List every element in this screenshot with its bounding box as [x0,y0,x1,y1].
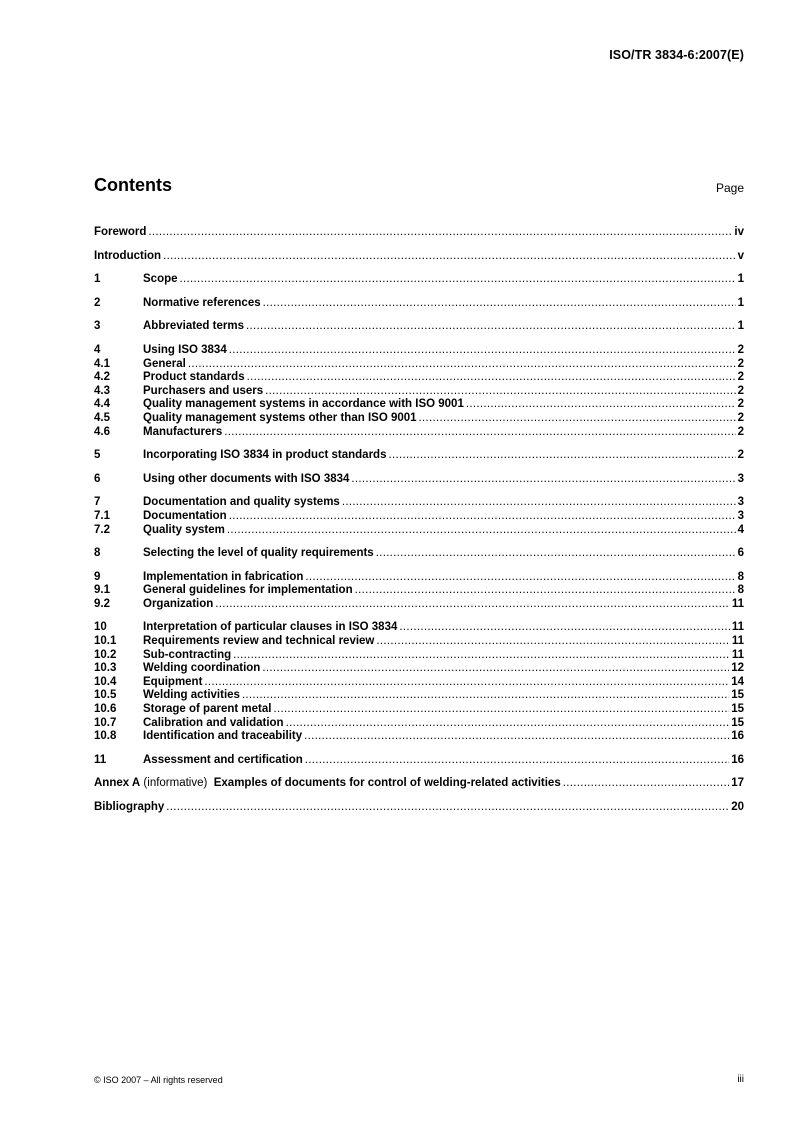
toc-dot-leader [388,449,735,463]
toc-entry[interactable] [94,297,744,311]
toc-entry[interactable] [94,676,744,690]
toc-entry-number: 10.3 [94,662,117,675]
toc-entry-page: 20 [731,801,744,813]
toc-dot-leader [419,412,736,426]
toc-dot-leader [351,473,735,487]
toc-entry-number: 4 [94,343,101,356]
toc-entry[interactable] [94,344,744,358]
toc-entry-number: 7 [94,496,101,509]
toc-entry[interactable] [94,273,744,287]
toc-entry-number: 4.4 [94,398,110,411]
toc-entry-page: 17 [731,777,744,790]
toc-dot-leader [246,320,736,334]
toc-dot-leader [180,273,736,287]
toc-entry-page: 2 [737,357,744,370]
toc-dot-leader [305,571,735,585]
toc-entry-title-text: Examples of documents for control of welding-related activities [213,777,561,790]
toc-dot-leader [273,703,729,717]
toc-dot-leader [355,584,736,598]
toc-entry-title: Foreword [94,226,147,238]
toc-entry-number: 10.4 [94,675,117,688]
toc-entry-title: Scope [143,273,178,286]
toc-entry-page: v [737,249,744,262]
toc-entry-number: 6 [94,472,101,485]
footer-page-number: iii [737,1074,744,1085]
toc-entry-title: Using ISO 3834 [143,343,227,356]
toc-entry-title: Calibration and validation [143,716,284,729]
toc-entry-title: General [143,357,186,370]
toc-entry-number: 10.2 [94,648,117,661]
toc-entry[interactable] [94,598,744,612]
toc-dot-leader [247,371,736,385]
toc-entry-title-qualifier: (informative) [140,777,214,790]
toc-entry-number: 10.5 [94,689,117,702]
toc-entry-page: 15 [731,703,744,716]
toc-entry-page: 1 [737,296,744,309]
toc-dot-leader [305,754,729,768]
toc-entry-title: Normative references [143,296,261,309]
table-of-contents [94,226,744,815]
toc-entry-number: 4.1 [94,357,110,370]
toc-dot-leader [263,297,736,311]
toc-entry-title: Documentation and quality systems [143,496,340,509]
toc-entry-title: Identification and traceability [143,730,303,743]
toc-entry-title: Purchasers and users [143,384,264,397]
toc-entry-title: Organization [143,597,214,610]
toc-entry[interactable] [94,524,744,538]
toc-dot-leader [233,649,730,663]
toc-dot-leader [286,717,730,731]
toc-entry-page: 2 [737,371,744,384]
toc-entry[interactable] [94,358,744,372]
toc-entry-title: Assessment and certification [143,753,303,766]
toc-entry[interactable] [94,689,744,703]
toc-entry-page: 11 [731,635,744,648]
toc-entry[interactable] [94,703,744,717]
toc-entry-number: 11 [94,753,107,766]
toc-entry[interactable] [94,777,744,791]
toc-entry-number: 10.6 [94,703,117,716]
toc-entry-number: 2 [94,296,101,309]
toc-entry[interactable] [94,320,744,334]
toc-entry[interactable] [94,371,744,385]
toc-entry-page: 2 [737,398,744,411]
toc-dot-leader [215,598,730,612]
footer-copyright: © ISO 2007 – All rights reserved [94,1075,223,1085]
toc-entry-page: 15 [731,689,744,702]
toc-entry-number: 9.2 [94,597,110,610]
toc-dot-leader [188,358,736,372]
toc-entry-title: Using other documents with ISO 3834 [143,472,350,485]
toc-entry-page: 2 [737,343,744,356]
toc-entry[interactable] [94,449,744,463]
toc-entry[interactable] [94,754,744,768]
toc-entry-number: 4.5 [94,411,110,424]
toc-entry-title: Quality system [143,523,225,536]
toc-entry[interactable] [94,385,744,399]
toc-entry-title: Equipment [143,675,203,688]
toc-entry-page: 3 [737,496,744,509]
toc-dot-leader [166,801,729,815]
toc-entry-number: 4.6 [94,425,110,438]
toc-entry-page: 6 [737,547,744,560]
toc-entry-number: 4.3 [94,384,110,397]
toc-entry-page: 12 [731,662,744,675]
toc-dot-leader [265,385,735,399]
toc-entry-title [94,777,561,791]
contents-title: Contents [94,175,172,195]
toc-entry-number: 8 [94,547,101,560]
toc-dot-leader [229,510,736,524]
toc-entry[interactable] [94,662,744,676]
toc-entry-number: 10.1 [94,635,117,648]
toc-entry-title: Abbreviated terms [143,320,244,333]
toc-entry[interactable] [94,717,744,731]
toc-entry-page: 3 [737,509,744,522]
toc-entry-page: 14 [731,675,744,688]
toc-entry-title: Interpretation of particular clauses in ISO 3834 [143,621,398,634]
page-column-label: Page [715,181,744,195]
toc-entry-page: 2 [737,384,744,397]
toc-entry[interactable] [94,398,744,412]
toc-dot-leader [229,344,736,358]
toc-dot-leader [376,635,729,649]
toc-dot-leader [399,621,729,635]
toc-entry-page: 2 [737,411,744,424]
toc-entry-title: Introduction [94,249,162,262]
toc-entry-page: 16 [731,753,744,766]
toc-entry[interactable] [94,473,744,487]
toc-entry-title: Requirements review and technical review [143,635,375,648]
toc-entry[interactable] [94,584,744,598]
toc-entry-title: Storage of parent metal [143,703,272,716]
toc-entry-page: 16 [731,730,744,743]
toc-dot-leader [224,426,735,440]
toc-entry-page: 3 [737,472,744,485]
toc-entry-title: Bibliography [94,801,165,813]
toc-entry-number: 1 [94,273,101,286]
toc-entry-page: 11 [731,597,744,610]
toc-entry-title: General guidelines for implementation [143,584,353,597]
toc-entry[interactable] [94,547,744,561]
toc-dot-leader [262,662,729,676]
toc-entry[interactable] [94,426,744,440]
toc-entry-page: 11 [731,621,744,634]
toc-dot-leader [342,496,736,510]
toc-entry-title-label: Annex A [94,777,141,790]
toc-entry-title: Welding activities [143,689,240,702]
toc-entry-number: 7.1 [94,509,110,522]
toc-dot-leader [376,547,736,561]
toc-entry-page: 4 [737,523,744,536]
toc-entry-title: Documentation [143,509,227,522]
toc-entry-number: 9 [94,570,101,583]
toc-dot-leader [163,250,736,264]
toc-entry-page: 2 [737,449,744,462]
toc-entry-title: Implementation in fabrication [143,570,304,583]
toc-entry-title: Sub-contracting [143,648,232,661]
toc-dot-leader [242,689,729,703]
toc-entry-page: 8 [737,570,744,583]
toc-entry-title: Quality management systems other than ISO 9001 [143,411,417,424]
toc-entry-title: Product standards [143,371,245,384]
toc-entry-page: 1 [737,320,744,333]
toc-entry[interactable] [94,635,744,649]
toc-entry-page: 11 [731,648,744,661]
toc-dot-leader [563,777,729,791]
toc-entry-title: Welding coordination [143,662,261,675]
toc-entry-title: Selecting the level of quality requirements [143,547,374,560]
toc-entry[interactable] [94,510,744,524]
toc-entry-title: Quality management systems in accordance with ISO 9001 [143,398,464,411]
toc-entry-number: 10.7 [94,716,117,729]
toc-entry[interactable] [94,621,744,635]
toc-entry-title: Manufacturers [143,425,223,438]
toc-entry-number: 10 [94,621,107,634]
toc-entry-number: 7.2 [94,523,110,536]
toc-entry-number: 3 [94,320,101,333]
toc-entry-page: 15 [731,716,744,729]
toc-entry-page: iv [734,226,744,238]
toc-dot-leader [466,398,736,412]
toc-dot-leader [148,226,732,240]
toc-entry[interactable] [94,226,744,240]
toc-entry[interactable] [94,730,744,744]
toc-entry-page: 8 [737,584,744,597]
toc-entry-title: Incorporating ISO 3834 in product standards [143,449,387,462]
toc-entry[interactable] [94,571,744,585]
toc-entry-number: 4.2 [94,371,110,384]
toc-dot-leader [204,676,729,690]
toc-dot-leader [304,730,729,744]
toc-entry[interactable] [94,250,744,264]
toc-entry-number: 9.1 [94,584,110,597]
toc-entry-page: 2 [737,425,744,438]
toc-dot-leader [227,524,736,538]
toc-entry[interactable] [94,412,744,426]
toc-entry-number: 5 [94,449,101,462]
toc-entry[interactable] [94,801,744,815]
document-id: ISO/TR 3834-6:2007(E) [609,48,744,62]
toc-entry-number: 10.8 [94,730,117,743]
toc-entry[interactable] [94,496,744,510]
toc-entry-page: 1 [737,273,744,286]
toc-entry[interactable] [94,649,744,663]
